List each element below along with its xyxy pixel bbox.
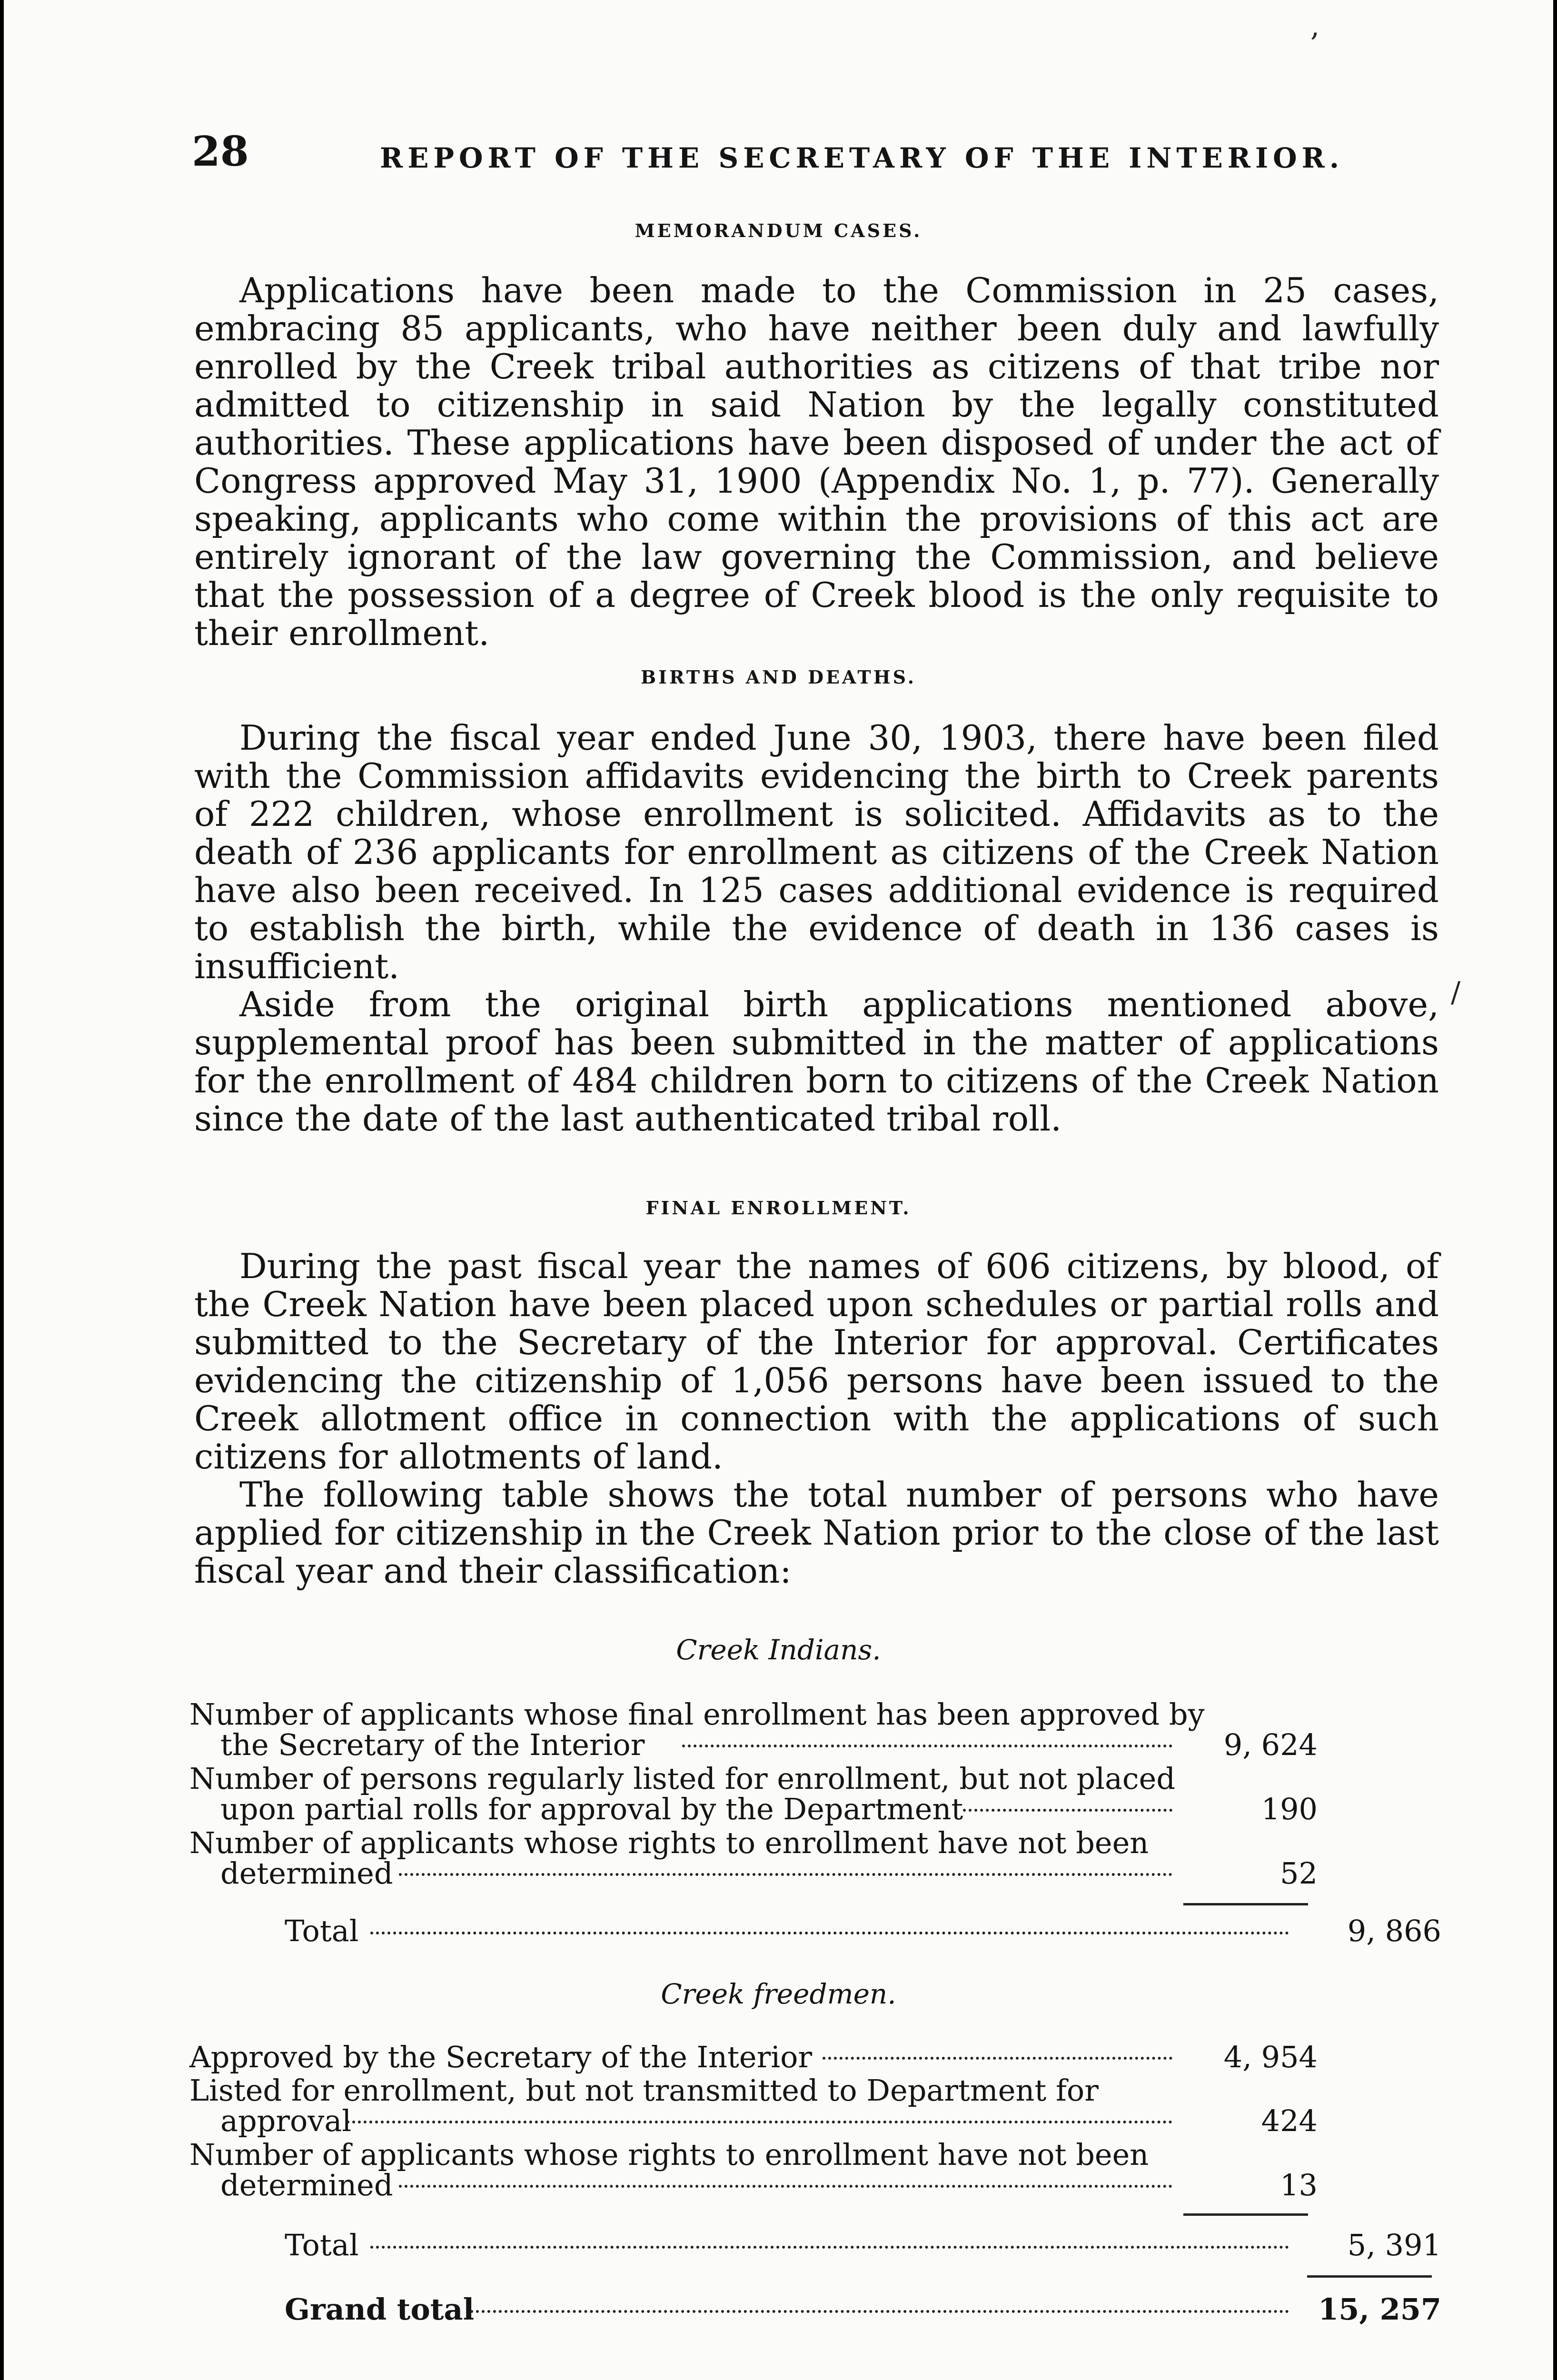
table-row bbox=[189, 1697, 1441, 1762]
heading-final-enrollment: FINAL ENROLLMENT. bbox=[645, 1197, 912, 1219]
paragraph: The following table shows the total number of persons who have applied for citizenship in the Creek Nation prior to the close of the last fiscal year and their classification: bbox=[194, 1475, 1439, 1591]
total-row bbox=[189, 2228, 1441, 2266]
total-value: 5, 391 bbox=[1347, 2228, 1441, 2262]
row-label: Number of applicants whose rights to enrollment have not been bbox=[189, 2137, 1149, 2172]
memorandum-text bbox=[194, 271, 1439, 652]
table-row bbox=[189, 2040, 1441, 2073]
total-row bbox=[189, 1914, 1441, 1952]
dot-leader bbox=[399, 2185, 1172, 2188]
row-value: 424 bbox=[1261, 2103, 1318, 2138]
row-label-cont: determined bbox=[220, 2168, 393, 2202]
scan-speck: / bbox=[1451, 976, 1461, 1009]
heading-births-and-deaths: BIRTHS AND DEATHS. bbox=[641, 666, 916, 688]
row-label: Number of applicants whose rights to enrollment have not been bbox=[189, 1825, 1149, 1860]
row-value: 52 bbox=[1280, 1856, 1318, 1891]
row-value: 4, 954 bbox=[1223, 2040, 1318, 2074]
table-row bbox=[189, 1761, 1441, 1826]
running-title: REPORT OF THE SECRETARY OF THE INTERIOR. bbox=[380, 142, 1344, 174]
row-value: 9, 624 bbox=[1223, 1727, 1318, 1762]
total-label: Total bbox=[285, 2228, 359, 2262]
table-row bbox=[189, 2073, 1441, 2138]
table-title-creek-freedmen: Creek freedmen. bbox=[661, 1978, 896, 2010]
births-text bbox=[194, 719, 1439, 1138]
grand-total-label: Grand total bbox=[285, 2292, 475, 2327]
row-label-cont: determined bbox=[220, 1856, 393, 1891]
row-label-cont: upon partial rolls for approval by the Department bbox=[220, 1792, 963, 1826]
dot-leader bbox=[399, 1873, 1172, 1876]
row-label: Number of persons regularly listed for enrollment, but not placed bbox=[189, 1761, 1176, 1796]
table-row bbox=[189, 1825, 1441, 1891]
paragraph: Aside from the original birth applications mentioned above, supplemental proof has been submitted in the matter of applications for the enrollment of 484 children born to citizens of the Creek Nation since the date of the last authenticated tribal roll. bbox=[194, 984, 1439, 1139]
scan-speck: , bbox=[1310, 10, 1320, 43]
dot-leader bbox=[370, 2246, 1289, 2249]
total-label: Total bbox=[285, 1914, 359, 1948]
row-value: 190 bbox=[1261, 1792, 1318, 1826]
dot-leader bbox=[823, 2057, 1172, 2060]
row-label: Number of applicants whose final enrollment has been approved by bbox=[189, 1697, 1205, 1732]
dot-leader bbox=[347, 2121, 1172, 2123]
page-number: 28 bbox=[192, 128, 249, 176]
dot-leader bbox=[682, 1745, 1172, 1747]
grand-total-rule bbox=[1307, 2275, 1432, 2278]
row-label: Approved by the Secretary of the Interior bbox=[189, 2040, 813, 2074]
paragraph: Applications have been made to the Commission in 25 cases, embracing 85 applicants, who have neither been duly and lawfully enrolled by the Creek tribal authorities as citizens of that tribe nor admitted to citizenship in said Nation by the legally constituted authorities. These applications have been disposed of under the act of Congress approved May 31, 1900 (Appendix No. 1, p. 77). Generally speaking, applicants who come within the provisions of this act are entirely ignorant of the law governing the Commission, and believe that the possession of a degree of Creek blood is the only requisite to their enrollment. bbox=[194, 270, 1439, 653]
subtotal-rule bbox=[1183, 1903, 1308, 1905]
row-label-cont: approval bbox=[220, 2103, 352, 2138]
final-enrollment-text bbox=[194, 1247, 1439, 1590]
dot-leader bbox=[370, 1932, 1289, 1934]
grand-total-row bbox=[189, 2292, 1441, 2330]
row-label: Listed for enrollment, but not transmitted to Department for bbox=[189, 2073, 1099, 2108]
dot-leader bbox=[963, 1809, 1172, 1812]
heading-memorandum-cases: MEMORANDUM CASES. bbox=[635, 220, 922, 241]
subtotal-rule bbox=[1183, 2213, 1308, 2216]
paragraph: During the past fiscal year the names of 606 citizens, by blood, of the Creek Nation have been placed upon schedules or partial rolls and submitted to the Secretary of the Interior for approval. Certificates evidencing the citizenship of 1,056 persons have been issued to the Creek allotment office in connection with the applications of such citizens for allotments of land. bbox=[194, 1246, 1439, 1477]
total-value: 9, 866 bbox=[1347, 1914, 1441, 1948]
row-value: 13 bbox=[1280, 2168, 1318, 2202]
table-title-creek-indians: Creek Indians. bbox=[676, 1634, 881, 1666]
table-row bbox=[189, 2137, 1441, 2202]
row-label-cont: the Secretary of the Interior bbox=[220, 1727, 645, 1762]
page bbox=[4, 0, 1553, 2380]
dot-leader bbox=[470, 2310, 1289, 2313]
paragraph: During the fiscal year ended June 30, 1903, there have been filed with the Commission affidavits evidencing the birth to Creek parents of 222 children, whose enrollment is solicited. Affidavits as to the death of 236 applicants for enrollment as citizens of the Creek Nation have also been received. In 125 cases additional evidence is required to establish the birth, while the evidence of death in 136 cases is insufficient. bbox=[194, 718, 1439, 986]
grand-total-value: 15, 257 bbox=[1318, 2292, 1441, 2327]
